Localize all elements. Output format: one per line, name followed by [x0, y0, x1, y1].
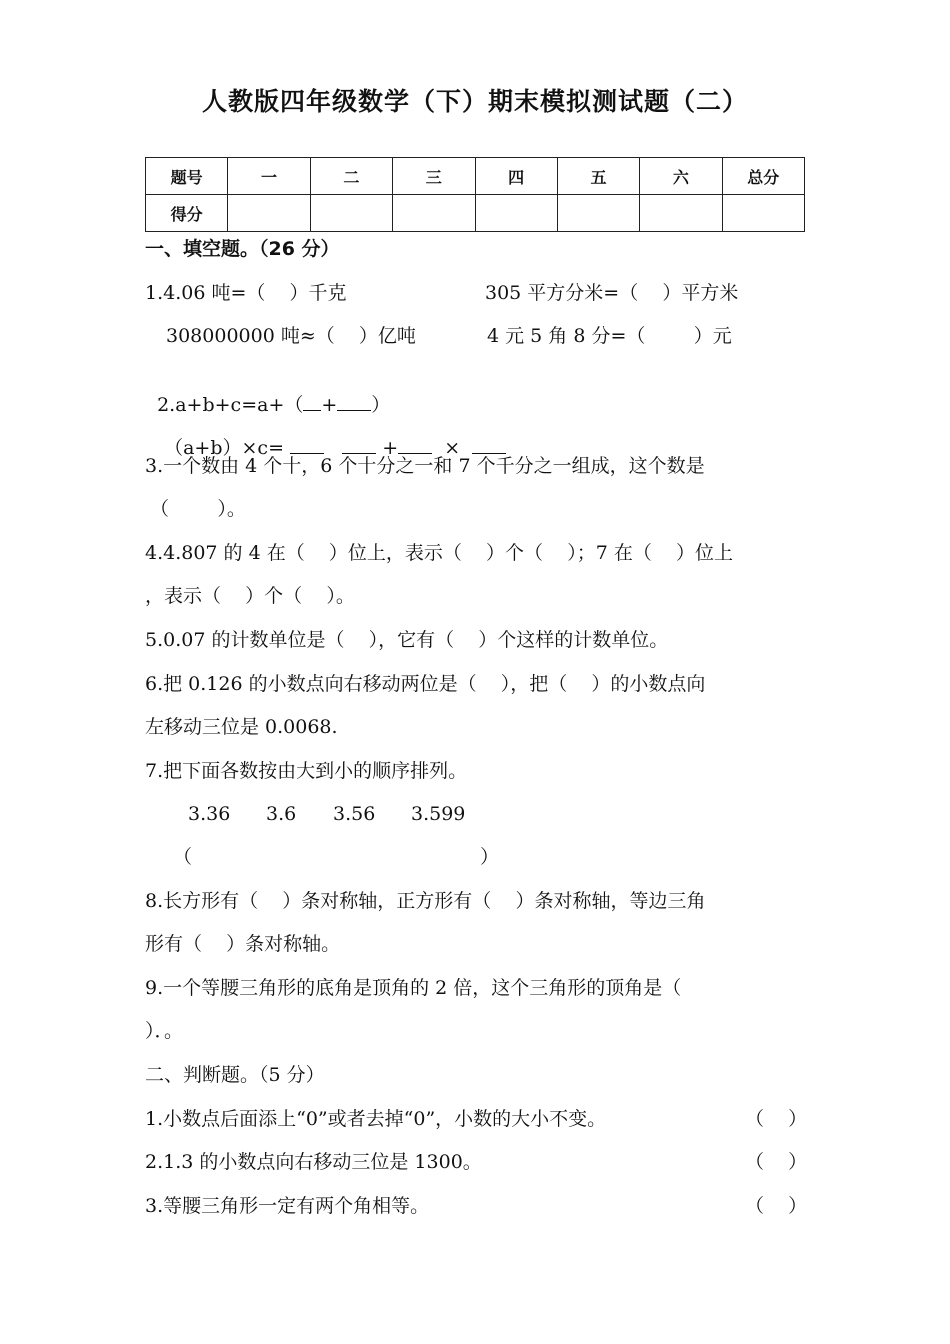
score-header-cell: 四: [475, 158, 557, 195]
score-header-cell: 二: [310, 158, 392, 195]
q6-line-a: 6.把 0.126 的小数点向右移动两位是（ ），把（ ）的小数点向: [145, 673, 706, 695]
q9-line-b: ）．。: [145, 1020, 184, 1042]
judge-answer-paren: （ ）: [745, 1108, 808, 1130]
judge-item: 3.等腰三角形一定有两个角相等。: [145, 1195, 430, 1217]
score-header-cell: 六: [640, 158, 722, 195]
answer-blank: [342, 435, 376, 454]
score-cell: [722, 195, 804, 232]
q2a-suffix: ）: [371, 394, 391, 416]
judge-item: 2.1.3 的小数点向右移动三位是 1300。: [145, 1151, 482, 1173]
section2-heading: 二、判断题。（5 分）: [145, 1064, 325, 1086]
q1-part-b: 305 平方分米=（ ）平方米: [485, 282, 739, 304]
score-cell: [640, 195, 722, 232]
q2b-plus: +: [382, 437, 399, 459]
score-table: [145, 157, 805, 232]
q3-line-b: （ ）。: [150, 498, 246, 520]
answer-blank: [472, 435, 506, 454]
q1-part-d: 4 元 5 角 8 分=（ ）元: [487, 325, 732, 347]
score-header-cell: 五: [557, 158, 639, 195]
q2a-prefix: 2.a+b+c=a+（: [157, 394, 304, 416]
page-title: 人教版四年级数学（下）期末模拟测试题（二）: [201, 87, 748, 116]
q2b-times: ×: [444, 437, 461, 459]
score-cell: [393, 195, 475, 232]
q3-line-a: 3.一个数由 4 个十，6 个十分之一和 7 个千分之一组成，这个数是: [145, 455, 705, 477]
answer-blank: [290, 435, 324, 454]
q4-line-a: 4.4.807 的 4 在（ ）位上，表示（ ）个（ ）；7 在（ ）位上: [145, 542, 733, 564]
score-cell: [228, 195, 310, 232]
answer-blank: [303, 392, 321, 411]
score-header-cell: 三: [393, 158, 475, 195]
q7-answer-close: ）: [480, 846, 500, 868]
q7-number: 3.6: [266, 803, 297, 825]
q8-line-a: 8.长方形有（ ）条对称轴，正方形有（ ）条对称轴，等边三角: [145, 890, 706, 912]
q2b-prefix: （a+b）×c=: [164, 437, 284, 459]
q1-part-c: 308000000 吨≈（ ）亿吨: [166, 325, 416, 347]
q9-line-a: 9.一个等腰三角形的底角是顶角的 2 倍，这个三角形的顶角是（: [145, 977, 682, 999]
judge-answer-paren: （ ）: [745, 1151, 808, 1173]
score-cell: [475, 195, 557, 232]
score-row-label: 得分: [146, 195, 228, 232]
judge-item: 1.小数点后面添上“0”或者去掉“0”，小数的大小不变。: [145, 1108, 607, 1130]
q7-number: 3.36: [188, 803, 231, 825]
judge-answer-paren: （ ）: [745, 1195, 808, 1217]
score-header-cell: 题号: [146, 158, 228, 195]
score-table-header-row: [146, 158, 805, 195]
score-cell: [310, 195, 392, 232]
score-header-cell: 一: [228, 158, 310, 195]
answer-blank: [337, 392, 371, 411]
q1-part-a: 1.4.06 吨=（ ）千克: [145, 282, 347, 304]
q2-line-a: [145, 368, 390, 417]
q8-line-b: 形有（ ）条对称轴。: [145, 933, 341, 955]
q5-line: 5.0.07 的计数单位是（ ），它有（ ）个这样的计数单位。: [145, 629, 669, 651]
q6-line-b: 左移动三位是 0.0068.: [145, 716, 338, 738]
q7-answer-open: （: [173, 846, 193, 868]
q2a-plus: +: [321, 394, 338, 416]
q7-number: 3.599: [411, 803, 466, 825]
q7-line-a: 7.把下面各数按由大到小的顺序排列。: [145, 760, 468, 782]
score-cell: [557, 195, 639, 232]
answer-blank: [398, 435, 432, 454]
q7-number: 3.56: [333, 803, 376, 825]
q4-line-b: ，表示（ ）个（ ）。: [145, 585, 355, 607]
score-header-cell: 总分: [722, 158, 804, 195]
score-table-score-row: [146, 195, 805, 232]
section1-heading: 一、填空题。（26 分）: [145, 238, 340, 260]
q2-line-b: [152, 411, 506, 460]
